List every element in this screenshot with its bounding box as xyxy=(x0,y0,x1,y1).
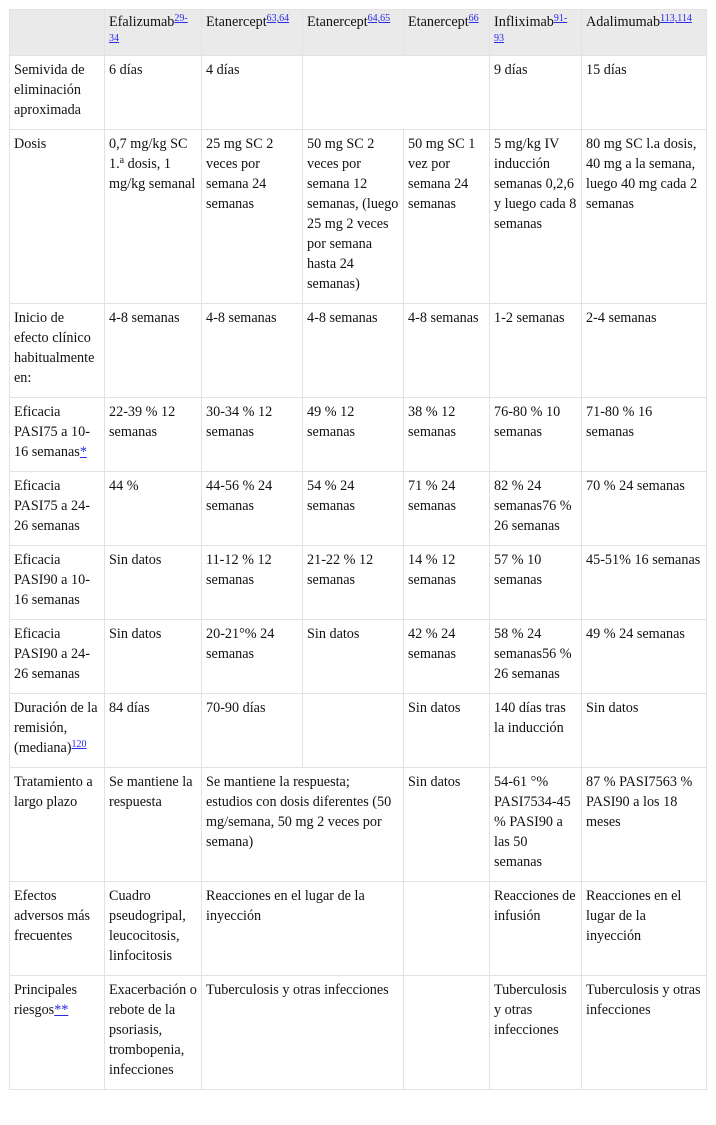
table-cell: 20-21°% 24 semanas xyxy=(202,620,303,694)
ref-link[interactable]: 66 xyxy=(468,13,479,24)
table-cell: 82 % 24 semanas76 % 26 semanas xyxy=(490,472,582,546)
header-efalizumab xyxy=(105,10,202,56)
row-label: Semivida de eliminación aproximada xyxy=(10,56,105,130)
table-cell: 87 % PASI7563 % PASI90 a los 18 meses xyxy=(582,768,707,882)
header-etanercept-3 xyxy=(404,10,490,56)
ref-link[interactable]: 64,65 xyxy=(367,13,391,24)
table-cell: Sin datos xyxy=(105,620,202,694)
table-row xyxy=(10,130,707,304)
table-row xyxy=(10,694,707,768)
table-cell: 50 mg SC 1 vez por semana 24 semanas xyxy=(404,130,490,304)
ref-link[interactable]: 113,114 xyxy=(660,13,692,24)
header-adalimumab xyxy=(582,10,707,56)
table-cell: Sin datos xyxy=(582,694,707,768)
table-cell: Sin datos xyxy=(105,546,202,620)
row-label: Dosis xyxy=(10,130,105,304)
table-cell: Tuberculosis y otras infecciones xyxy=(202,976,404,1090)
table-cell: 58 % 24 semanas56 % 26 semanas xyxy=(490,620,582,694)
header-row xyxy=(10,10,707,56)
table-cell: Exacerbación o rebote de la psoriasis, trombopenia, infecciones xyxy=(105,976,202,1090)
footnote-link[interactable]: * xyxy=(79,444,87,460)
table-cell: 45-51% 16 semanas xyxy=(582,546,707,620)
row-label xyxy=(10,398,105,472)
table-cell: Sin datos xyxy=(303,620,404,694)
header-name: Etanercept xyxy=(206,14,267,30)
row-label: Inicio de efecto clínico habitualmente en: xyxy=(10,304,105,398)
table-cell: Se mantiene la respuesta; estudios con dosis diferentes (50 mg/semana, 50 mg 2 veces por semana) xyxy=(202,768,404,882)
row-label: Eficacia PASI75 a 24-26 semanas xyxy=(10,472,105,546)
row-label: Efectos adversos más frecuentes xyxy=(10,882,105,976)
table-cell: 11-12 % 12 semanas xyxy=(202,546,303,620)
header-etanercept-1 xyxy=(202,10,303,56)
table-cell: 4-8 semanas xyxy=(202,304,303,398)
table-cell: 14 % 12 semanas xyxy=(404,546,490,620)
table-cell: 49 % 12 semanas xyxy=(303,398,404,472)
row-label: Eficacia PASI90 a 10-16 semanas xyxy=(10,546,105,620)
table-cell: Tuberculosis y otras infecciones xyxy=(582,976,707,1090)
table-cell: 140 días tras la inducción xyxy=(490,694,582,768)
header-corner-cell xyxy=(10,10,105,56)
table-cell: 70 % 24 semanas xyxy=(582,472,707,546)
table-cell: Reacciones de infusión xyxy=(490,882,582,976)
cell-text: dosis, 1 mg/kg semanal xyxy=(109,156,196,192)
header-name: Adalimumab xyxy=(586,14,661,30)
table-cell: 44-56 % 24 semanas xyxy=(202,472,303,546)
table-cell: 4 días xyxy=(202,56,303,130)
table-cell: 30-34 % 12 semanas xyxy=(202,398,303,472)
table-cell: 50 mg SC 2 veces por semana 12 semanas, (luego 25 mg 2 veces por semana hasta 24 semanas) xyxy=(303,130,404,304)
cell-text: 0,7 mg/kg SC 1. xyxy=(109,136,188,172)
table-cell: 25 mg SC 2 veces por semana 24 semanas xyxy=(202,130,303,304)
header-name: Infliximab xyxy=(494,14,554,30)
comparison-table xyxy=(9,9,707,1090)
table-cell: 38 % 12 semanas xyxy=(404,398,490,472)
table-cell: 9 días xyxy=(490,56,582,130)
header-infliximab xyxy=(490,10,582,56)
table-cell: 76-80 % 10 semanas xyxy=(490,398,582,472)
footnote-link[interactable]: ** xyxy=(54,1002,69,1018)
header-name: Etanercept xyxy=(307,14,368,30)
header-name: Etanercept xyxy=(408,14,469,30)
table-cell: Reacciones en el lugar de la inyección xyxy=(582,882,707,976)
table-cell: 71 % 24 semanas xyxy=(404,472,490,546)
superscript: a xyxy=(119,155,125,166)
table-cell: 44 % xyxy=(105,472,202,546)
table-cell: 80 mg SC l.a dosis, 40 mg a la semana, luego 40 mg cada 2 semanas xyxy=(582,130,707,304)
table-cell: 84 días xyxy=(105,694,202,768)
table-cell: 5 mg/kg IV inducción semanas 0,2,6 y luego cada 8 semanas xyxy=(490,130,582,304)
empty-cell xyxy=(303,56,490,130)
row-label xyxy=(10,694,105,768)
ref-link[interactable]: 91-93 xyxy=(494,13,568,44)
empty-cell xyxy=(404,976,490,1090)
table-cell: 54 % 24 semanas xyxy=(303,472,404,546)
table-row xyxy=(10,56,707,130)
table-row xyxy=(10,472,707,546)
table-cell: Tuberculosis y otras infecciones xyxy=(490,976,582,1090)
table-cell: 49 % 24 semanas xyxy=(582,620,707,694)
table-cell: 22-39 % 12 semanas xyxy=(105,398,202,472)
table-row xyxy=(10,976,707,1090)
header-etanercept-2 xyxy=(303,10,404,56)
table-row xyxy=(10,304,707,398)
table-cell: 4-8 semanas xyxy=(105,304,202,398)
row-label: Tratamiento a largo plazo xyxy=(10,768,105,882)
table-cell: 70-90 días xyxy=(202,694,303,768)
table-cell: 4-8 semanas xyxy=(303,304,404,398)
table-cell: Cuadro pseudogripal, leucocitosis, linfocitosis xyxy=(105,882,202,976)
ref-link[interactable]: 63,64 xyxy=(266,13,290,24)
table-row xyxy=(10,398,707,472)
row-label: Eficacia PASI90 a 24-26 semanas xyxy=(10,620,105,694)
table-cell: 4-8 semanas xyxy=(404,304,490,398)
row-label xyxy=(10,976,105,1090)
ref-link[interactable]: 120 xyxy=(71,739,87,750)
row-label-text: Duración de la remisión, (mediana) xyxy=(14,700,98,756)
table-cell: 57 % 10 semanas xyxy=(490,546,582,620)
table-cell: 6 días xyxy=(105,56,202,130)
table-row xyxy=(10,768,707,882)
table-cell: Se mantiene la respuesta xyxy=(105,768,202,882)
table-cell: 2-4 semanas xyxy=(582,304,707,398)
table-cell: Sin datos xyxy=(404,768,490,882)
table-cell: 21-22 % 12 semanas xyxy=(303,546,404,620)
empty-cell xyxy=(404,882,490,976)
table-row xyxy=(10,882,707,976)
row-label-text: Principales riesgos xyxy=(14,982,78,1018)
table-cell xyxy=(105,130,202,304)
row-label-text: Eficacia PASI75 a 10-16 semanas xyxy=(14,404,90,460)
table-cell: 1-2 semanas xyxy=(490,304,582,398)
table-cell: 15 días xyxy=(582,56,707,130)
table-cell: 71-80 % 16 semanas xyxy=(582,398,707,472)
ref-link[interactable]: 29-34 xyxy=(109,13,188,44)
table-cell: 54-61 °% PASI7534-45 % PASI90 a las 50 semanas xyxy=(490,768,582,882)
header-name: Efalizumab xyxy=(109,14,175,30)
table-row xyxy=(10,620,707,694)
empty-cell xyxy=(303,694,404,768)
table-cell: Reacciones en el lugar de la inyección xyxy=(202,882,404,976)
table-cell: 42 % 24 semanas xyxy=(404,620,490,694)
table-row xyxy=(10,546,707,620)
table-cell: Sin datos xyxy=(404,694,490,768)
